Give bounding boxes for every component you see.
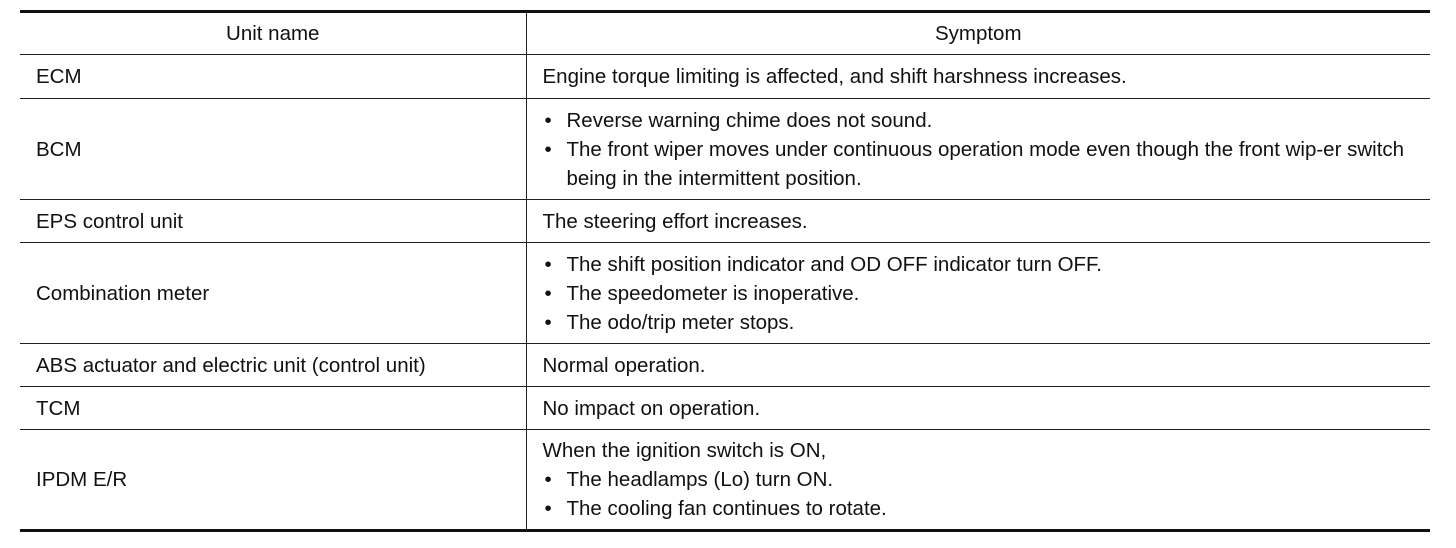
- symptom-cell: [526, 99, 1430, 200]
- unit-name-cell: BCM: [20, 99, 526, 200]
- symptom-list: [543, 250, 1431, 337]
- table-row: [20, 387, 1430, 430]
- unit-name-cell: ABS actuator and electric unit (control unit): [20, 344, 526, 387]
- table-row: [20, 200, 1430, 243]
- unit-name-cell: TCM: [20, 387, 526, 430]
- unit-name-cell: EPS control unit: [20, 200, 526, 243]
- table-row: [20, 344, 1430, 387]
- table-row: [20, 430, 1430, 531]
- header-symptom: Symptom: [526, 12, 1430, 55]
- symptom-item: • The odo/trip meter stops.: [543, 308, 1431, 337]
- symptom-item: • Reverse warning chime does not sound.: [543, 106, 1431, 135]
- symptom-cell: Engine torque limiting is affected, and shift harshness increases.: [526, 55, 1430, 99]
- symptom-table: [20, 10, 1430, 532]
- table-row: [20, 99, 1430, 200]
- header-unit-name: Unit name: [20, 12, 526, 55]
- symptom-intro: When the ignition switch is ON,: [542, 439, 827, 462]
- unit-name-cell: Combination meter: [20, 243, 526, 344]
- symptom-cell: [526, 243, 1430, 344]
- symptom-item: • The headlamps (Lo) turn ON.: [543, 465, 1431, 494]
- symptom-cell: Normal operation.: [526, 344, 1430, 387]
- unit-name-cell: IPDM E/R: [20, 430, 526, 531]
- table-header-row: [20, 12, 1430, 55]
- symptom-item: • The shift position indicator and OD OFF indicator turn OFF.: [543, 250, 1431, 279]
- symptom-item: • The cooling fan continues to rotate.: [543, 494, 1431, 523]
- table-row: [20, 243, 1430, 344]
- symptom-list: [543, 465, 1431, 523]
- symptom-item: • The front wiper moves under continuous operation mode even though the front wip-er switch being in the intermittent position.: [543, 135, 1431, 193]
- symptom-cell: No impact on operation.: [526, 387, 1430, 430]
- symptom-list: [543, 106, 1431, 193]
- unit-name-cell: ECM: [20, 55, 526, 99]
- symptom-item: • The speedometer is inoperative.: [543, 279, 1431, 308]
- table-row: [20, 55, 1430, 99]
- symptom-cell: The steering effort increases.: [526, 200, 1430, 243]
- symptom-cell: [526, 430, 1430, 531]
